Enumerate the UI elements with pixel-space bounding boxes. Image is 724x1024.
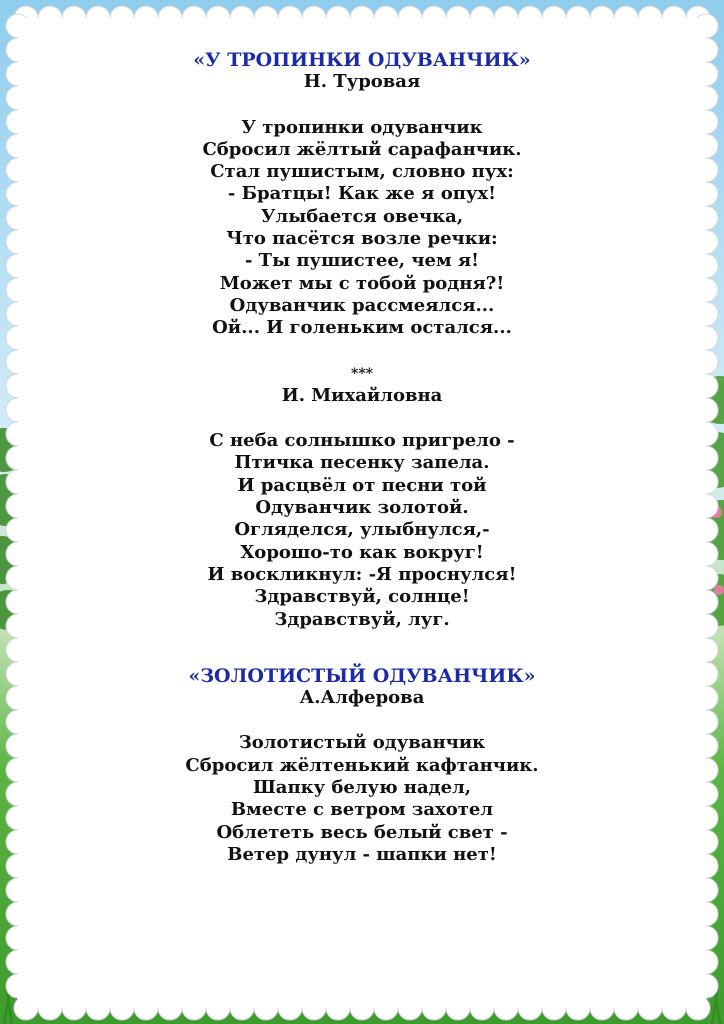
poem-1-line: Улыбается овечка, <box>260 205 464 227</box>
poem-3-author: А.Алферова <box>299 687 425 709</box>
poem-2-line: Здравствуй, солнце! <box>254 586 470 608</box>
poem-2-author: И. Михайловна <box>281 384 443 406</box>
poem-2 <box>60 385 664 631</box>
poem-2-line: С неба солнышко пригрело - <box>209 430 515 452</box>
poem-3-line: Ветер дунул - шапки нет! <box>227 843 497 865</box>
poem-1-line: Одуванчик рассмеялся... <box>229 294 495 316</box>
poem-2-line: Огляделся, улыбнулся,- <box>234 519 490 541</box>
poem-3-title: «ЗОЛОТИСТЫЙ ОДУВАНЧИК» <box>188 664 536 687</box>
poem-2-line: Птичка песенку запела. <box>234 452 490 474</box>
poem-3-line: Золотистый одуванчик <box>238 732 486 754</box>
poem-2-verse <box>60 430 664 631</box>
poem-3 <box>60 665 664 866</box>
poem-2-line: Одуванчик золотой. <box>255 497 469 519</box>
poem-1-line: У тропинки одуванчик <box>241 116 483 138</box>
poem-3-line: Вместе с ветром захотел <box>230 799 494 821</box>
poem-2-line: Хорошо-то как вокруг! <box>240 541 484 563</box>
poem-1-line: - Братцы! Как же я опух! <box>227 183 497 205</box>
poem-1-line: Сбросил жёлтый сарафанчик. <box>202 138 522 160</box>
poem-3-line: Облететь весь белый свет - <box>216 821 508 843</box>
poem-1 <box>60 49 664 340</box>
poem-1-line: Стал пушистым, словно пух: <box>210 161 514 183</box>
poem-2-line: И расцвёл от песни той <box>237 474 487 496</box>
poem-1-line: Ой... И голеньким остался... <box>212 317 512 339</box>
poem-1-line: - Ты пушистее, чем я! <box>244 250 480 272</box>
separator-stars: *** <box>351 365 373 382</box>
poem-page <box>60 49 664 866</box>
poem-2-line: Здравствуй, луг. <box>274 608 450 630</box>
poem-1-line: Что пасётся возле речки: <box>226 228 498 250</box>
poem-2-line: И воскликнул: -Я проснулся! <box>207 563 517 585</box>
poem-3-line: Шапку белую надел, <box>252 777 472 799</box>
poem-1-title: «У ТРОПИНКИ ОДУВАНЧИК» <box>193 49 531 71</box>
poem-1-author: Н. Туровая <box>303 71 421 93</box>
poem-3-line: Сбросил жёлтенький кафтанчик. <box>185 754 539 776</box>
poem-1-line: Может мы с тобой родня?! <box>219 272 505 294</box>
poem-1-verse <box>60 117 664 340</box>
poem-3-verse <box>60 732 664 866</box>
